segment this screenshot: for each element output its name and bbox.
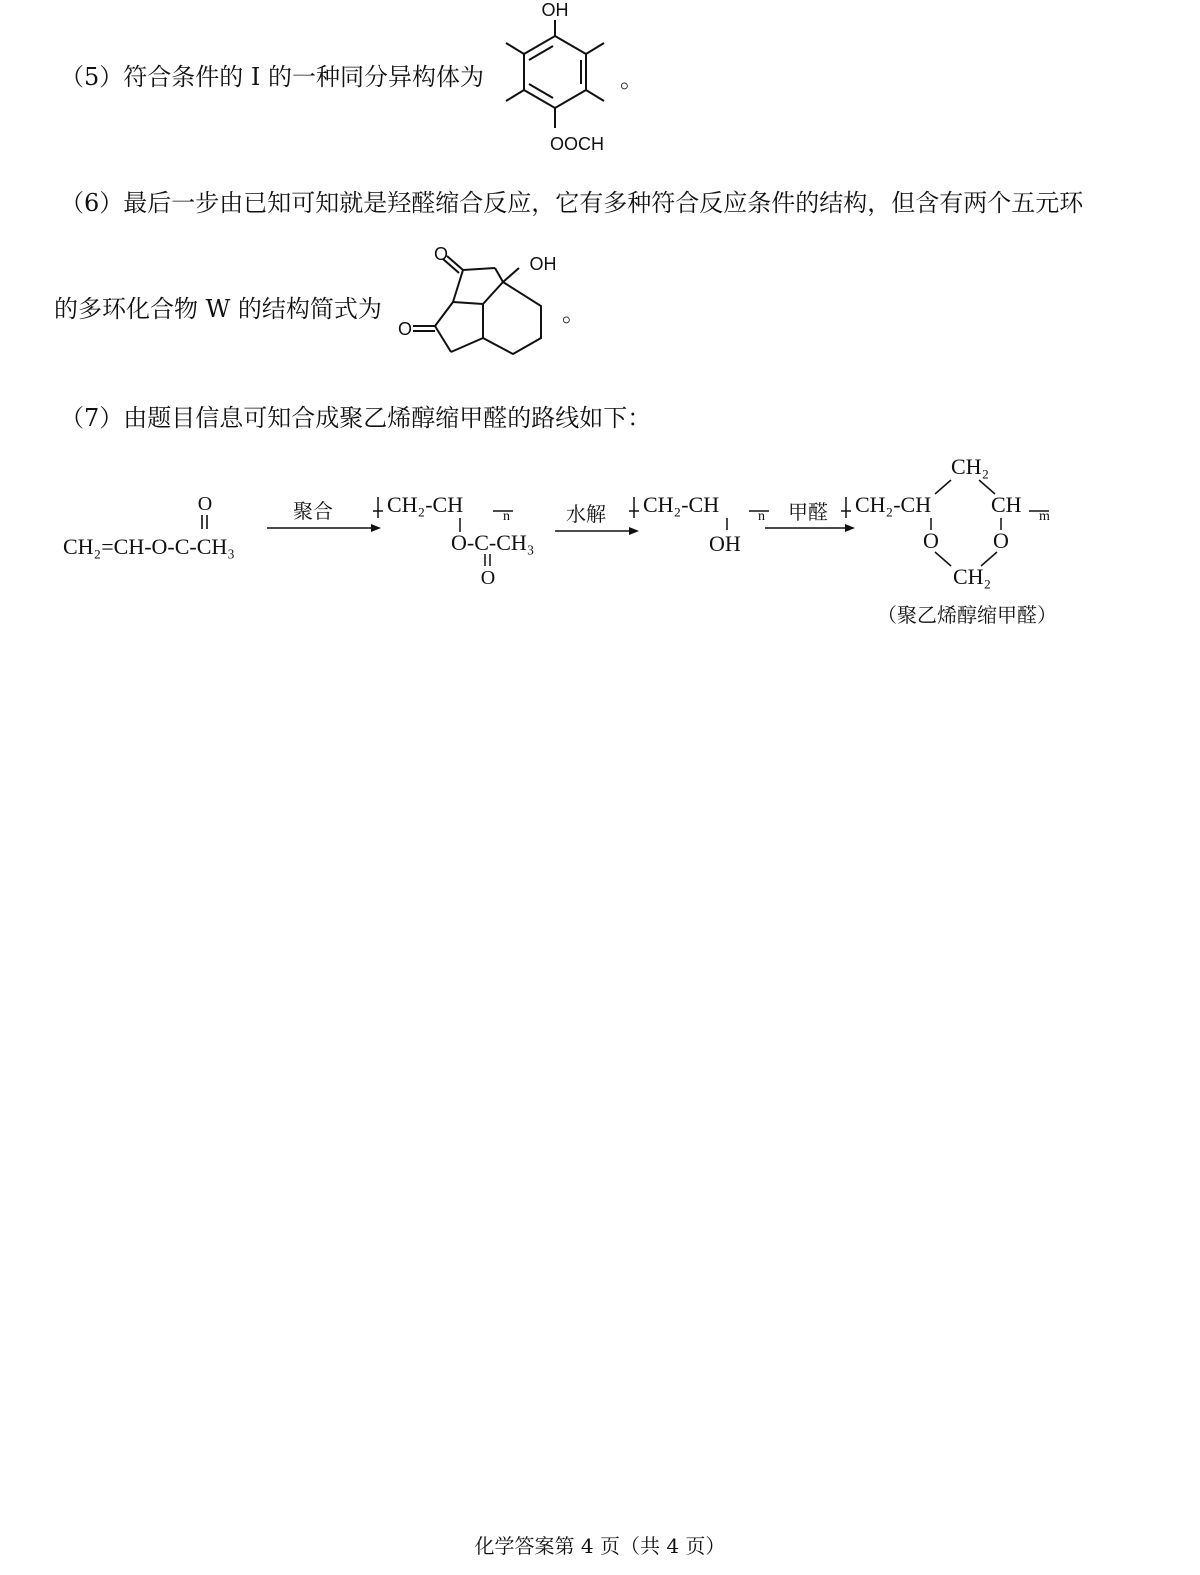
q5-top-group: OH xyxy=(541,0,569,20)
monomer-formula: CH₂=CH-O-C-CH₃ xyxy=(63,534,235,559)
product-subscript: m xyxy=(1039,509,1050,524)
product-ring-bottom-ch2: CH₂ xyxy=(953,564,992,589)
q5-suffix: 。 xyxy=(620,65,644,93)
polymer1-formula: CH₂-CH xyxy=(387,492,464,517)
q5-prefix: （5）符合条件的 I 的一种同分异构体为 xyxy=(60,63,485,91)
product-ring-top-ch2: CH₂ xyxy=(951,454,990,479)
polymer1-subscript: n xyxy=(503,509,510,524)
product-name: （聚乙烯醇缩甲醛） xyxy=(877,605,1057,627)
q6-compound-w-structure xyxy=(395,238,565,358)
q6-line2-prefix: 的多环化合物 W 的结构简式为 xyxy=(54,295,382,323)
polymer2-side-chain: OH xyxy=(709,531,741,556)
product-ring-o1: O xyxy=(923,528,939,553)
q6-left-carbonyl-o: O xyxy=(397,319,413,339)
product-formula-left: CH₂-CH xyxy=(855,492,932,517)
polymer1-side-o: O xyxy=(480,567,496,589)
q7-text: （7）由题目信息可知合成聚乙烯醇缩甲醛的路线如下： xyxy=(60,404,652,432)
polymer2-formula: CH₂-CH xyxy=(643,492,720,517)
monomer-carbonyl-o: O xyxy=(197,493,213,515)
q5-isomer-structure xyxy=(498,0,628,160)
q6-suffix: 。 xyxy=(562,299,586,327)
polymer2-subscript: n xyxy=(758,509,765,524)
page-footer: 化学答案第 4 页（共 4 页） xyxy=(474,1534,726,1558)
q6-line1: （6）最后一步由已知可知就是羟醛缩合反应，它有多种符合反应条件的结构，但含有两个五元环 xyxy=(60,189,1084,217)
q5-text xyxy=(60,62,484,92)
product-ring-o2: O xyxy=(993,528,1009,553)
step3-label: 甲醛 xyxy=(788,502,828,524)
step2-label: 水解 xyxy=(566,504,606,526)
q5-bottom-group: OOCH xyxy=(550,134,604,154)
q6-top-carbonyl-o: O xyxy=(433,244,449,264)
q6-line2 xyxy=(54,294,382,324)
polymer1-side-chain: O-C-CH₃ xyxy=(451,530,535,555)
step1-label: 聚合 xyxy=(293,501,333,523)
q7-synthesis-scheme xyxy=(55,450,1075,635)
product-formula-right: CH xyxy=(991,492,1022,517)
q6-hydroxyl: OH xyxy=(529,254,557,274)
